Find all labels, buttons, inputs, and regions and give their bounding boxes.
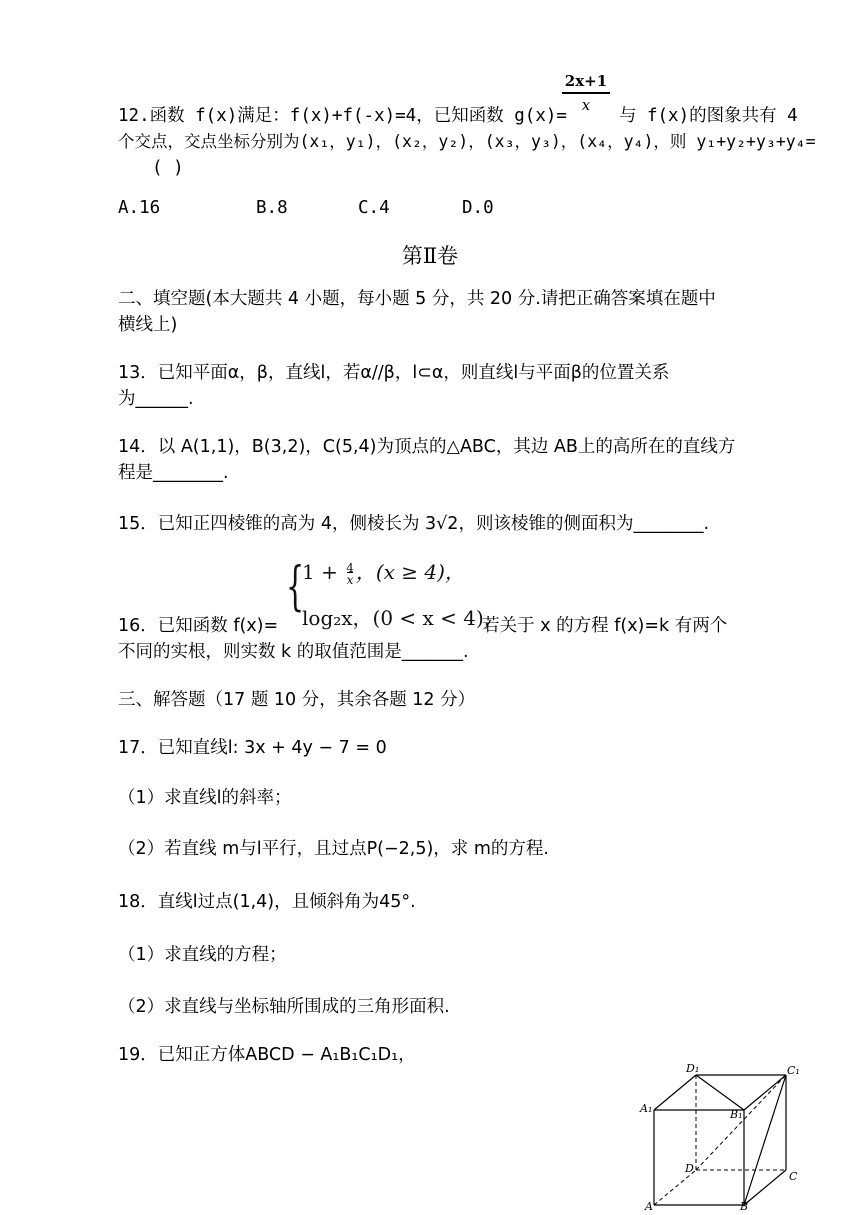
label-d: D	[685, 1162, 694, 1175]
fraction-bar	[562, 92, 610, 94]
fill-header-line1: 二、填空题(本大题共 4 小题，每小题 5 分，共 20 分.请把正确答案填在题中	[118, 289, 716, 309]
diag-bc1	[744, 1075, 786, 1205]
left-brace: {	[286, 557, 305, 617]
piece-fraction: $\frac{4}{x}$	[346, 560, 354, 587]
q16-line1	[118, 614, 727, 638]
cube-figure	[636, 1060, 806, 1210]
q15-line1: 15．已知正四棱锥的高为 4，侧棱长为 3√2，则该棱锥的侧面积为________.	[118, 514, 710, 534]
label-b1: B₁	[730, 1108, 743, 1121]
choice-a: A.16	[118, 198, 161, 218]
q14-line1: 14．以 A(1,1)，B(3,2)，C(5,4)为顶点的△ABC，其边 AB上的高所在的直线方	[118, 437, 736, 457]
q12-line1	[118, 104, 798, 128]
fill-header-line2: 横线上)	[118, 315, 178, 335]
fraction-numerator: 2x+1	[564, 72, 608, 90]
label-a1: A₁	[640, 1102, 653, 1115]
edge-b1c1	[744, 1075, 786, 1110]
edge-bc	[744, 1170, 786, 1205]
hidden-dc1	[696, 1075, 786, 1170]
q18-part2: （2）求直线与坐标轴所围成的三角形面积.	[118, 997, 450, 1017]
section-2-title: 第Ⅱ卷	[401, 244, 459, 268]
diag-d1b1	[696, 1075, 744, 1110]
choice-d: D.0	[462, 198, 494, 218]
q13-line2: 为______.	[118, 389, 194, 409]
piece-row1: $1 + \frac{4}{x}$ ，(x ≥ 4)，	[302, 560, 465, 587]
q14-line2: 程是________.	[118, 463, 229, 483]
q16-line1-post: 若关于 x 的方程 f(x)=k 有两个	[482, 616, 728, 636]
choice-c: C.4	[358, 198, 390, 218]
q12-line1-pre: 12.函数 f(x)满足：f(x)+f(-x)=4，已知函数 g(x)=	[118, 106, 567, 126]
q16-line1-pre: 16．已知函数 f(x)=	[118, 616, 279, 636]
q18-stem: 18．直线l过点(1,4)，且倾斜角为45°.	[118, 892, 416, 912]
q13-line1: 13．已知平面α，β，直线l，若α//β，l⊂α，则直线l与平面β的位置关系	[118, 363, 670, 383]
label-c: C	[789, 1170, 798, 1183]
section-3-title: 三、解答题（17 题 10 分，其余各题 12 分）	[118, 690, 476, 710]
fraction-denominator: x	[581, 96, 591, 114]
q19-stem: 19．已知正方体ABCD − A₁B₁C₁D₁，	[118, 1045, 416, 1065]
label-b: B	[740, 1200, 749, 1210]
q17-part1: （1）求直线l的斜率；	[118, 788, 292, 808]
piece-row2: log₂x，(0 < x < 4)，	[302, 606, 504, 630]
edge-a1d1	[654, 1075, 696, 1110]
q18-part1: （1）求直线的方程；	[118, 945, 287, 965]
q12-line3: ( )	[152, 158, 184, 178]
q17-part2: （2）若直线 m与l平行，且过点P(−2,5)，求 m的方程.	[118, 839, 549, 859]
label-d1: D₁	[686, 1062, 700, 1075]
q12-line1-post: 与 f(x)的图象共有 4	[618, 106, 798, 126]
label-c1: C₁	[787, 1064, 800, 1077]
q17-stem: 17．已知直线l: 3x + 4y − 7 = 0	[118, 738, 387, 758]
q12-line2: 个交点，交点坐标分别为(x₁，y₁)，(x₂，y₂)，(x₃，y₃)，(x₄，y₄)，则 y₁+y₂+y₃+y₄=	[118, 132, 816, 151]
q16-line2: 不同的实根，则实数 k 的取值范围是_______.	[118, 642, 469, 662]
hidden-ad	[654, 1170, 696, 1205]
choice-b: B.8	[256, 198, 288, 218]
label-a: A	[645, 1200, 653, 1210]
